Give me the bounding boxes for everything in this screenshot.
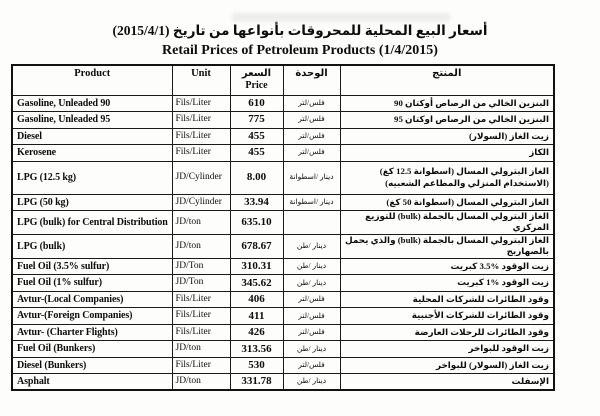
scan-artifact-smudge [232, 13, 450, 22]
unit-en-cell: JD/Cylinder [172, 161, 230, 194]
price-cell: 310.31 [230, 258, 283, 275]
unit-en-cell: Fils/Liter [172, 128, 230, 145]
unit-en-cell: Fils/Liter [172, 112, 230, 129]
price-cell: 331.78 [230, 374, 283, 391]
product-en-cell: Fuel Oil (1% sulfur) [12, 275, 172, 292]
header-unit-ar: الوحدة [283, 65, 340, 95]
unit-en-cell: JD/Cylinder [172, 194, 230, 211]
table-row [12, 357, 554, 374]
unit-ar-cell: دينار /طن [283, 341, 340, 358]
header-price [230, 65, 283, 95]
product-ar-cell: الكاز [340, 145, 554, 162]
price-cell: 345.62 [230, 275, 283, 292]
product-en-cell: Kerosene [12, 145, 172, 162]
unit-ar-cell: دينار /طن [283, 374, 340, 391]
petroleum-prices-table [11, 64, 555, 391]
unit-ar-cell: فلس/لتر [283, 112, 340, 129]
unit-ar-cell: فلس/لتر [283, 145, 340, 162]
price-cell: 775 [230, 112, 283, 129]
price-cell: 313.56 [230, 341, 283, 358]
unit-ar-cell: فلس/لتر [283, 95, 340, 112]
table-row [12, 194, 554, 211]
product-ar-cell: البنزين الخالي من الرصاص اوكتان 95 [340, 112, 554, 129]
price-cell: 455 [230, 145, 283, 162]
product-en-cell: Fuel Oil (3.5% sulfur) [12, 258, 172, 275]
unit-ar-cell [283, 211, 340, 235]
unit-en-cell: JD/ton [172, 374, 230, 391]
table-row [12, 211, 554, 235]
table-row [12, 112, 554, 129]
product-en-cell: LPG (bulk) for Central Distribution [12, 211, 172, 235]
header-price-english: Price [245, 79, 268, 91]
table-row [12, 291, 554, 308]
product-en-cell: Diesel (Bunkers) [12, 357, 172, 374]
unit-ar-cell: دينار /طن [283, 275, 340, 292]
page-title-english: Retail Prices of Petroleum Products (1/4/2015) [162, 43, 438, 58]
table-row [12, 234, 554, 258]
price-cell: 411 [230, 308, 283, 325]
price-cell: 610 [230, 95, 283, 112]
table-row [12, 128, 554, 145]
unit-en-cell: JD/Ton [172, 258, 230, 275]
product-en-cell: Asphalt [12, 374, 172, 391]
unit-en-cell: Fils/Liter [172, 324, 230, 341]
unit-en-cell: JD/ton [172, 341, 230, 358]
product-en-cell: Diesel [12, 128, 172, 145]
product-ar-cell: الغاز البترولي المسال (اسطوانة 50 كغ) [340, 194, 554, 211]
product-en-cell: Avtur-(Local Companies) [12, 291, 172, 308]
unit-ar-cell: دينار /اسطوانة [283, 194, 340, 211]
product-ar-cell: زيت الوقود للبواخر [340, 341, 554, 358]
unit-en-cell: Fils/Liter [172, 308, 230, 325]
table-header-row [12, 65, 554, 95]
product-ar-cell: وقود الطائرات للشركات الأجنبية [340, 308, 554, 325]
price-cell: 426 [230, 324, 283, 341]
table-row [12, 145, 554, 162]
table-row [12, 324, 554, 341]
table-row [12, 258, 554, 275]
unit-en-cell: JD/ton [172, 211, 230, 235]
product-ar-cell: زيت الوقود %3.5 كبريت [340, 258, 554, 275]
price-cell: 678.67 [230, 234, 283, 258]
unit-en-cell: Fils/Liter [172, 145, 230, 162]
product-en-cell: LPG (12.5 kg) [12, 161, 172, 194]
table-row [12, 95, 554, 112]
unit-en-cell: Fils/Liter [172, 291, 230, 308]
product-en-cell: Avtur-(Foreign Companies) [12, 308, 172, 325]
product-ar-cell: الغاز البترولي المسال بالجملة (bulk) للتوزيع المركزي [340, 211, 554, 235]
unit-ar-cell: فلس/لتر [283, 308, 340, 325]
product-en-cell: LPG (50 kg) [12, 194, 172, 211]
product-ar-cell: وقود الطائرات للشركات المحلية [340, 291, 554, 308]
page-title-arabic: أسعار البيع المحلية للمحروقات بأنواعها من تاريخ (2015/4/1) [112, 23, 488, 38]
price-cell: 455 [230, 128, 283, 145]
unit-ar-cell: فلس/لتر [283, 128, 340, 145]
header-price-arabic: السعر [241, 68, 272, 79]
table-row [12, 275, 554, 292]
product-ar-cell: وقود الطائرات للرحلات العارضة [340, 324, 554, 341]
product-ar-cell: الإسفلت [340, 374, 554, 391]
unit-ar-cell: دينار /طن [283, 234, 340, 258]
product-ar-cell: الغاز البترولي المسال (اسطوانة 12.5 كغ)(الاستخدام المنزلي والمطاعم الشعبيه) [340, 161, 554, 194]
price-cell: 406 [230, 291, 283, 308]
unit-ar-cell: فلس/لتر [283, 291, 340, 308]
product-ar-cell: الغاز البترولي المسال بالجملة (bulk) والذي يحمل بالصهاريج [340, 234, 554, 258]
price-cell: 530 [230, 357, 283, 374]
table-row [12, 308, 554, 325]
product-ar-cell: البنزين الخالي من الرصاص أوكتان 90 [340, 95, 554, 112]
price-cell: 8.00 [230, 161, 283, 194]
product-ar-cell: زيت الغاز (السولار) للبواخر [340, 357, 554, 374]
table-row [12, 161, 554, 194]
unit-en-cell: Fils/Liter [172, 95, 230, 112]
product-en-cell: Gasoline, Unleaded 95 [12, 112, 172, 129]
table-row [12, 374, 554, 391]
header-product-en: Product [12, 65, 172, 95]
unit-ar-cell: دينار /طن [283, 258, 340, 275]
unit-ar-cell: فلس/لتر [283, 357, 340, 374]
product-en-cell: Gasoline, Unleaded 90 [12, 95, 172, 112]
header-unit-en: Unit [172, 65, 230, 95]
unit-ar-cell: دينار /اسطوانة [283, 161, 340, 194]
product-ar-cell: زيت الوقود %1 كبريت [340, 275, 554, 292]
product-en-cell: Avtur- (Charter Flights) [12, 324, 172, 341]
product-en-cell: LPG (bulk) [12, 234, 172, 258]
price-cell: 635.10 [230, 211, 283, 235]
unit-en-cell: JD/ton [172, 234, 230, 258]
unit-ar-cell: فلس/لتر [283, 324, 340, 341]
header-product-ar: المنتج [340, 65, 554, 95]
product-ar-cell: زيت الغاز (السولار) [340, 128, 554, 145]
unit-en-cell: Fils/Liter [172, 357, 230, 374]
product-en-cell: Fuel Oil (Bunkers) [12, 341, 172, 358]
table-row [12, 341, 554, 358]
unit-en-cell: JD/Ton [172, 275, 230, 292]
price-cell: 33.94 [230, 194, 283, 211]
